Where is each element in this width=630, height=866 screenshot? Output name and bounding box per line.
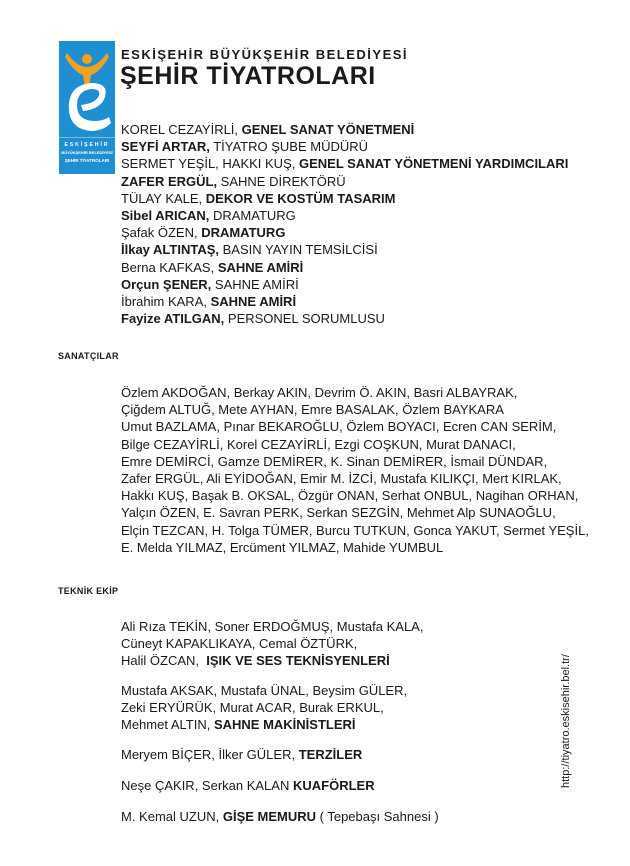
list-item bbox=[121, 716, 407, 733]
list-item: Çiğdem ALTUĞ, Mete AYHAN, Emre BASALAK, Özlem BAYKARA bbox=[121, 402, 504, 418]
staff-names: Meryem BİÇER, İlker GÜLER, bbox=[121, 747, 296, 762]
page-title: ŞEHİR TİYATROLARI bbox=[120, 62, 376, 90]
list-item: Zafer ERGÜL, Ali EYİDOĞAN, Emir M. İZCİ, Mustafa KILIKÇI, Mert KIRLAK, bbox=[121, 471, 562, 487]
staff-name: Fayize ATILGAN, bbox=[121, 311, 225, 327]
artists-title: SANATÇILAR bbox=[58, 351, 119, 361]
staff-role: SAHNE AMİRİ bbox=[214, 259, 304, 275]
tech-hairdressers bbox=[121, 777, 375, 794]
staff-role: BASIN YAYIN TEMSİLCİSİ bbox=[219, 242, 378, 258]
staff-role: SAHNE DİREKTÖRÜ bbox=[217, 173, 346, 189]
list-item: E. Melda YILMAZ, Ercüment YILMAZ, Mahide YUMBUL bbox=[121, 539, 444, 555]
artists-list bbox=[121, 384, 589, 556]
list-item bbox=[121, 777, 375, 794]
staff-row bbox=[121, 138, 568, 155]
staff-name: SERMET YEŞİL, HAKKI KUŞ, bbox=[121, 156, 296, 172]
tech-box-office bbox=[121, 808, 439, 825]
list-item: Cüneyt KAPAKLIKAYA, Cemal ÖZTÜRK, bbox=[121, 636, 358, 651]
staff-row bbox=[121, 155, 568, 172]
role-label: IŞIK VE SES TEKNİSYENLERİ bbox=[199, 653, 390, 668]
staff-row bbox=[121, 241, 568, 258]
staff-name: ZAFER ERGÜL, bbox=[121, 173, 218, 189]
staff-row bbox=[121, 121, 568, 138]
role-label: GİŞE MEMURU bbox=[219, 809, 317, 824]
staff-names: Neşe ÇAKIR, Serkan KALAN bbox=[121, 778, 290, 793]
tech-machinists bbox=[121, 682, 407, 733]
staff-role: SAHNE AMİRİ bbox=[211, 276, 299, 292]
staff-name: Sibel ARICAN, bbox=[121, 208, 210, 224]
staff-name: SEYFİ ARTAR, bbox=[121, 139, 210, 155]
staff-role: PERSONEL SORUMLUSU bbox=[224, 311, 385, 327]
staff-row bbox=[121, 207, 568, 224]
staff-role: SAHNE AMİRİ bbox=[206, 294, 297, 310]
theatre-logo bbox=[59, 41, 115, 174]
staff-row bbox=[121, 310, 568, 327]
staff-name: KOREL CEZAYİRLİ, bbox=[121, 122, 239, 137]
staff-row bbox=[121, 173, 568, 190]
list-item: Bilge CEZAYİRLİ, Korel CEZAYİRLİ, Ezgi COŞKUN, Murat DANACI, bbox=[121, 436, 516, 452]
list-item: Özlem AKDOĞAN, Berkay AKIN, Devrim Ö. AKIN, Basri ALBAYRAK, bbox=[121, 385, 518, 400]
website-link[interactable]: http://tiyatro.eskisehir.bel.tr/ bbox=[560, 654, 572, 788]
staff-name: Berna KAFKAS, bbox=[121, 259, 215, 275]
role-label: SAHNE MAKİNİSTLERİ bbox=[210, 717, 356, 732]
staff-row bbox=[121, 224, 568, 241]
tech-light-sound bbox=[121, 618, 423, 669]
staff-role: DEKOR VE KOSTÜM TASARIM bbox=[202, 190, 396, 206]
list-item: Mustafa AKSAK, Mustafa ÜNAL, Beysim GÜLER, bbox=[121, 683, 408, 698]
staff-name: İlkay ALTINTAŞ, bbox=[121, 242, 219, 258]
role-label: TERZİLER bbox=[295, 747, 363, 762]
staff-role: GENEL SANAT YÖNETMENİ bbox=[238, 122, 415, 137]
staff-name: Şafak ÖZEN, bbox=[121, 225, 198, 241]
staff-row bbox=[121, 276, 568, 293]
tech-tailors bbox=[121, 746, 362, 763]
staff-role: DRAMATURG bbox=[197, 225, 286, 241]
staff-row bbox=[121, 259, 568, 276]
staff-list bbox=[121, 121, 568, 327]
staff-name: TÜLAY KALE, bbox=[121, 190, 203, 206]
org-name: ESKİŞEHİR BÜYÜKŞEHİR BELEDİYESİ bbox=[121, 47, 409, 62]
staff-role: DRAMATURG bbox=[209, 208, 296, 224]
staff-role: GENEL SANAT YÖNETMENİ YARDIMCILARI bbox=[295, 156, 569, 172]
logo-line1: ESKİŞEHİR bbox=[64, 142, 110, 148]
logo-line3: ŞEHİR TİYATROLARI bbox=[64, 158, 110, 163]
staff-row bbox=[121, 190, 568, 207]
list-item bbox=[121, 808, 439, 825]
role-label: KUAFÖRLER bbox=[289, 778, 375, 793]
staff-names: Mehmet ALTIN, bbox=[121, 717, 211, 732]
venue-note: ( Tepebaşı Sahnesi ) bbox=[316, 809, 439, 824]
list-item: Umut BAZLAMA, Pınar BEKAROĞLU, Özlem BOYACI, Ecren CAN SERİM, bbox=[121, 419, 557, 435]
logo-line2: BÜYÜKŞEHİR BELEDİYESİ bbox=[61, 150, 113, 155]
staff-name: Orçun ŞENER, bbox=[121, 276, 212, 292]
tech-title: TEKNİK EKİP bbox=[58, 586, 119, 596]
list-item bbox=[121, 652, 423, 669]
list-item bbox=[121, 746, 362, 763]
staff-role: TİYATRO ŞUBE MÜDÜRÜ bbox=[209, 139, 369, 155]
list-item: Ali Rıza TEKİN, Soner ERDOĞMUŞ, Mustafa KALA, bbox=[121, 619, 424, 634]
staff-row bbox=[121, 293, 568, 310]
staff-names: M. Kemal UZUN, bbox=[121, 809, 220, 824]
list-item: Hakkı KUŞ, Başak B. OKSAL, Özgür ONAN, Serhat ONBUL, Nagihan ORHAN, bbox=[121, 488, 579, 504]
list-item: Zeki ERYÜRÜK, Murat ACAR, Burak ERKUL, bbox=[121, 700, 384, 715]
staff-name: İbrahim KARA, bbox=[121, 294, 207, 310]
staff-names: Halil ÖZCAN, bbox=[121, 653, 200, 668]
list-item: Emre DEMİRCİ, Gamze DEMİRER, K. Sinan DEMİRER, İsmail DÜNDAR, bbox=[121, 453, 548, 469]
list-item: Elçin TEZCAN, H. Tolga TÜMER, Burcu TUTKUN, Gonca YAKUT, Sermet YEŞİL, bbox=[121, 522, 589, 538]
list-item: Yalçın ÖZEN, E. Savran PERK, Serkan SEZGİN, Mehmet Alp SUNAOĞLU, bbox=[121, 505, 556, 521]
